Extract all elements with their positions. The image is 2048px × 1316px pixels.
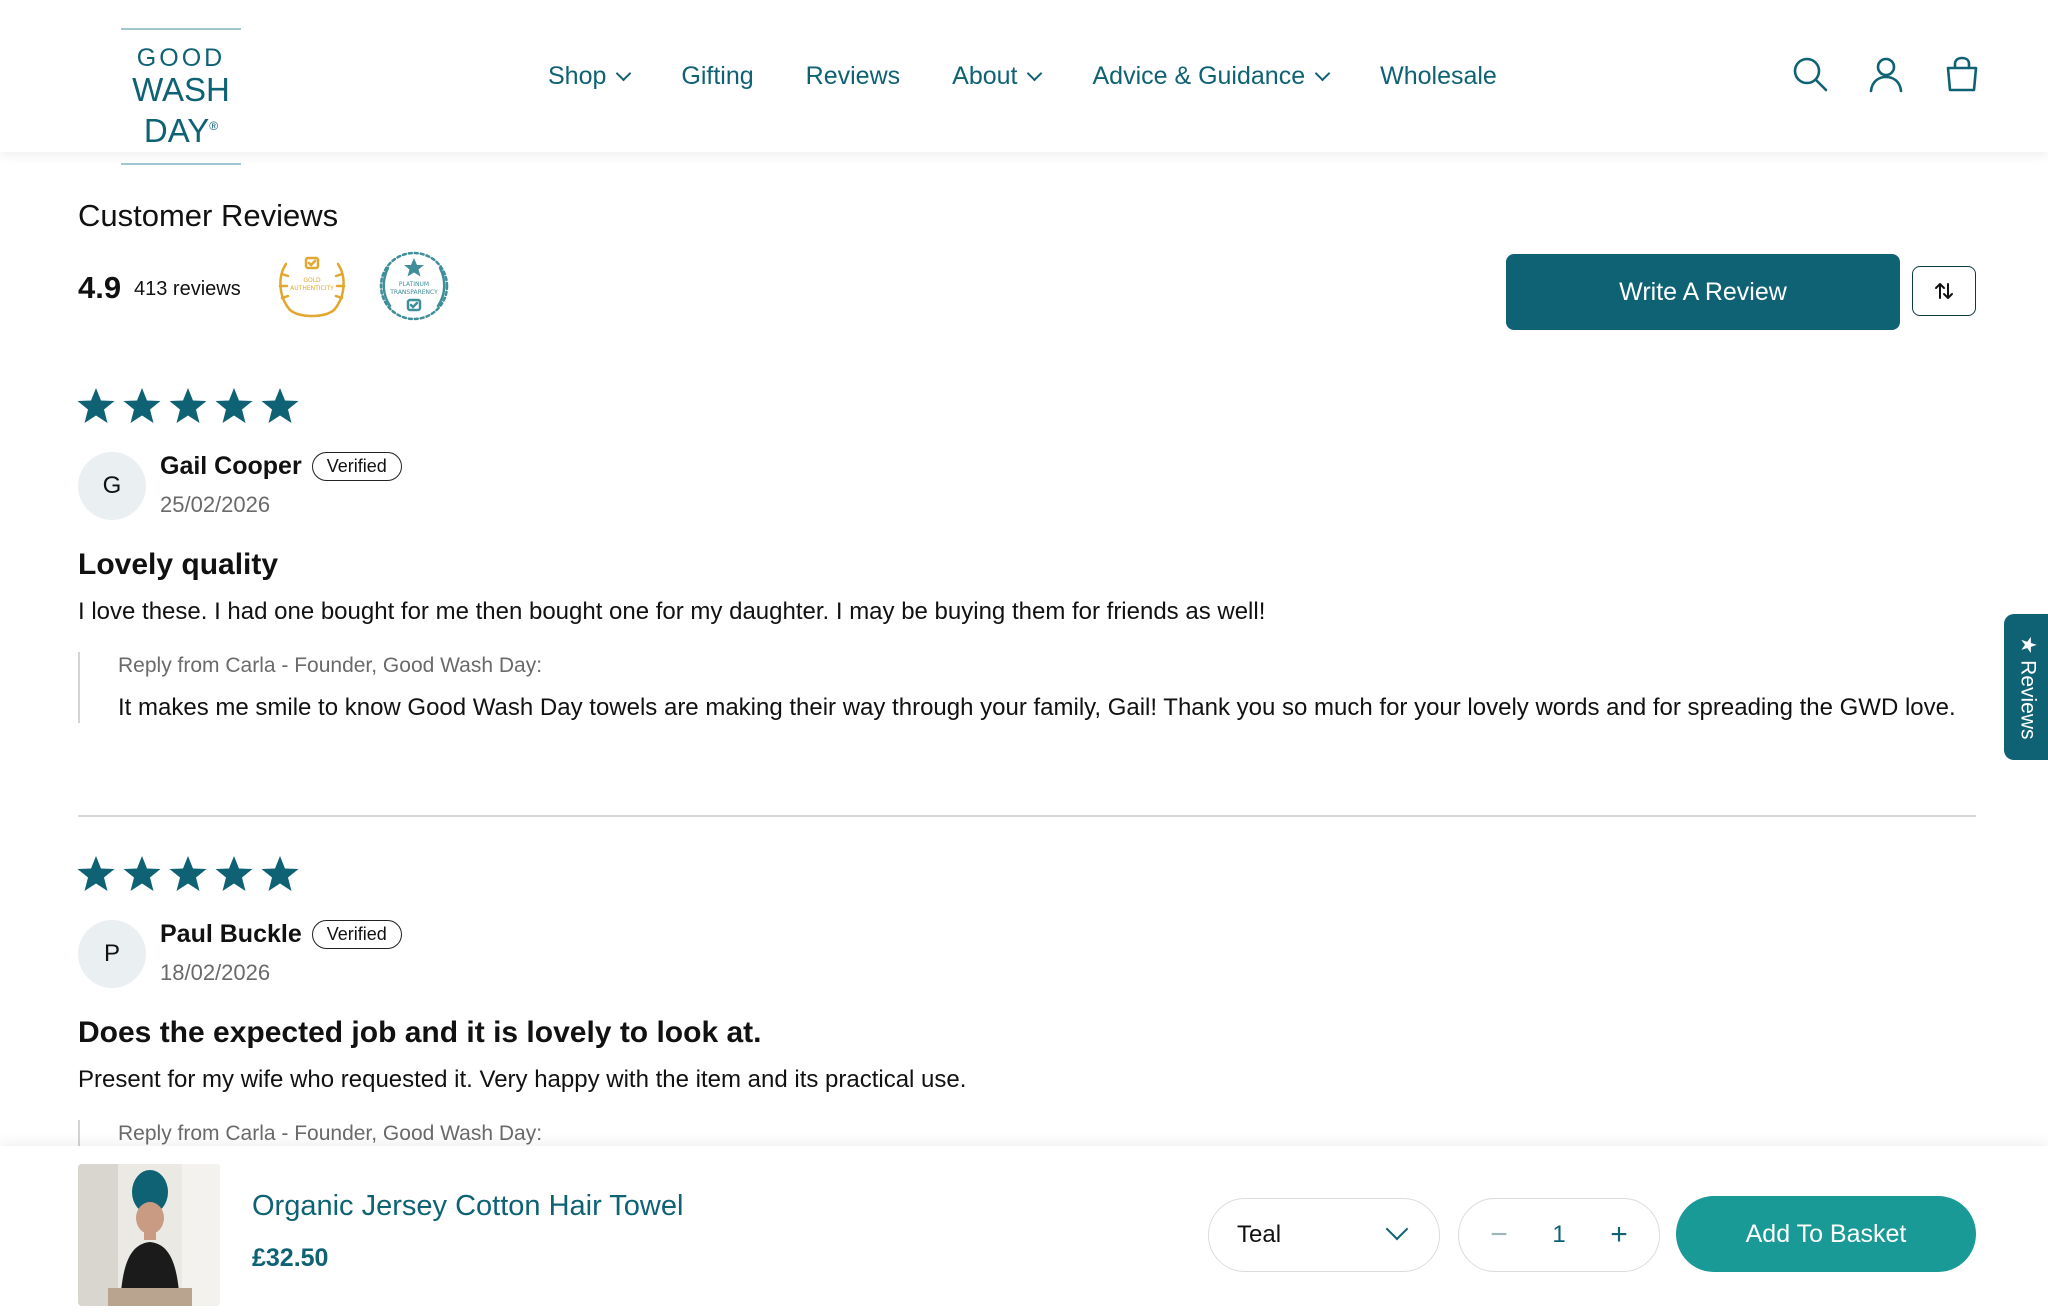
reply-text: It makes me smile to know Good Wash Day towels are making their way through your family, Gail! Thank you so much for your lovely words and for spreading the GWD love. <box>118 694 1956 721</box>
star-icon <box>214 854 254 894</box>
logo-rule-top <box>121 28 241 30</box>
avatar: G <box>78 452 146 520</box>
gold-authenticity-badge <box>272 246 352 326</box>
reply-label: Reply from Carla - Founder, Good Wash Day: <box>118 1122 543 1145</box>
nav-about-label: About <box>952 62 1018 90</box>
product-name[interactable]: Organic Jersey Cotton Hair Towel <box>252 1190 684 1222</box>
reviews-section-title: Customer Reviews <box>78 198 339 233</box>
product-price: £32.50 <box>252 1244 329 1272</box>
nav-about[interactable] <box>952 56 1040 96</box>
star-icon <box>122 386 162 426</box>
reviewer-name-text: Paul Buckle <box>160 920 302 948</box>
review-date: 18/02/2026 <box>160 960 271 985</box>
variant-value: Teal <box>1237 1221 1282 1248</box>
variant-select[interactable] <box>1208 1198 1440 1272</box>
verified-badge: Verified <box>312 452 402 481</box>
logo-rule-bottom <box>121 163 241 165</box>
sort-button[interactable] <box>1912 266 1976 316</box>
product-image <box>78 1164 220 1306</box>
star-icon <box>214 386 254 426</box>
star-icon: ★ <box>2016 634 2040 654</box>
review-star-rating <box>76 854 300 894</box>
badge-star-icon <box>404 258 424 277</box>
reply-label: Reply from Carla - Founder, Good Wash Day: <box>118 654 543 677</box>
basket-icon[interactable] <box>1942 54 1982 94</box>
star-icon <box>76 854 116 894</box>
chevron-down-icon <box>1027 65 1043 81</box>
search-icon[interactable] <box>1790 54 1830 94</box>
nav-wholesale-label: Wholesale <box>1380 62 1497 90</box>
founder-reply <box>78 652 1978 723</box>
chevron-down-icon <box>1315 65 1331 81</box>
average-rating: 4.9 <box>78 270 122 305</box>
nav-gifting-label: Gifting <box>681 62 754 90</box>
star-icon <box>260 386 300 426</box>
nav-shop[interactable] <box>548 56 629 96</box>
logo-bottom-text <box>96 72 266 149</box>
star-icon <box>122 854 162 894</box>
reviewer-name <box>160 452 402 481</box>
review-date: 25/02/2026 <box>160 492 271 517</box>
side-tab-text: Reviews <box>2016 659 2040 740</box>
chevron-down-icon <box>616 65 632 81</box>
review-title: Does the expected job and it is lovely to look at. <box>78 1016 762 1049</box>
add-to-basket-button[interactable]: Add To Basket <box>1676 1196 1976 1272</box>
review-divider <box>78 815 1976 817</box>
side-tab-label <box>2016 635 2041 739</box>
reviewer-name <box>160 920 402 949</box>
platinum-transparency-badge <box>374 246 454 326</box>
review-body: Present for my wife who requested it. Very happy with the item and its practical use. <box>78 1066 967 1093</box>
quantity-increase-button[interactable]: + <box>1610 1218 1628 1251</box>
review-star-rating <box>76 386 300 426</box>
nav-reviews[interactable] <box>806 56 900 96</box>
logo-bottom-label: WASH DAY <box>132 71 230 149</box>
product-thumbnail[interactable] <box>78 1164 220 1306</box>
star-icon <box>76 386 116 426</box>
chevron-down-icon <box>1386 1218 1409 1241</box>
quantity-stepper <box>1458 1198 1660 1272</box>
founder-reply <box>78 1120 1978 1148</box>
nav-reviews-label: Reviews <box>805 62 901 90</box>
logo-top-text: GOOD <box>136 44 226 72</box>
sticky-add-to-basket-bar <box>0 1146 2048 1316</box>
star-icon <box>168 386 208 426</box>
sort-icon <box>1933 280 1955 302</box>
review-count: 413 reviews <box>134 278 241 300</box>
badge-platinum-line2: TRANSPARENCY <box>390 289 438 296</box>
reviewer-name-text: Gail Cooper <box>160 452 302 480</box>
quantity-value[interactable]: 1 <box>1552 1221 1566 1248</box>
star-icon <box>260 854 300 894</box>
account-icon[interactable] <box>1866 54 1906 94</box>
nav-advice-guidance[interactable] <box>1092 56 1328 96</box>
badge-gold-line2: AUTHENTICITY <box>290 285 334 292</box>
review-body: I love these. I had one bought for me then bought one for my daughter. I may be buying them for friends as well! <box>78 598 1266 625</box>
nav-wholesale[interactable] <box>1380 56 1497 96</box>
review-title: Lovely quality <box>78 548 279 581</box>
write-review-button[interactable]: Write A Review <box>1506 254 1900 330</box>
star-icon <box>168 854 208 894</box>
avatar: P <box>78 920 146 988</box>
reviews-side-tab[interactable] <box>2004 614 2048 760</box>
brand-logo[interactable] <box>96 28 266 149</box>
quantity-decrease-button[interactable]: − <box>1490 1218 1508 1251</box>
nav-gifting[interactable] <box>681 56 753 96</box>
nav-advice-label: Advice & Guidance <box>1092 62 1306 90</box>
logo-registered-mark: ® <box>209 119 219 133</box>
verified-badge: Verified <box>312 920 402 949</box>
nav-shop-label: Shop <box>548 62 607 90</box>
main-nav <box>548 56 1549 96</box>
site-header <box>0 0 2048 152</box>
badge-platinum-line1: PLATINUM <box>398 281 430 288</box>
badge-gold-line1: GOLD <box>303 277 321 284</box>
